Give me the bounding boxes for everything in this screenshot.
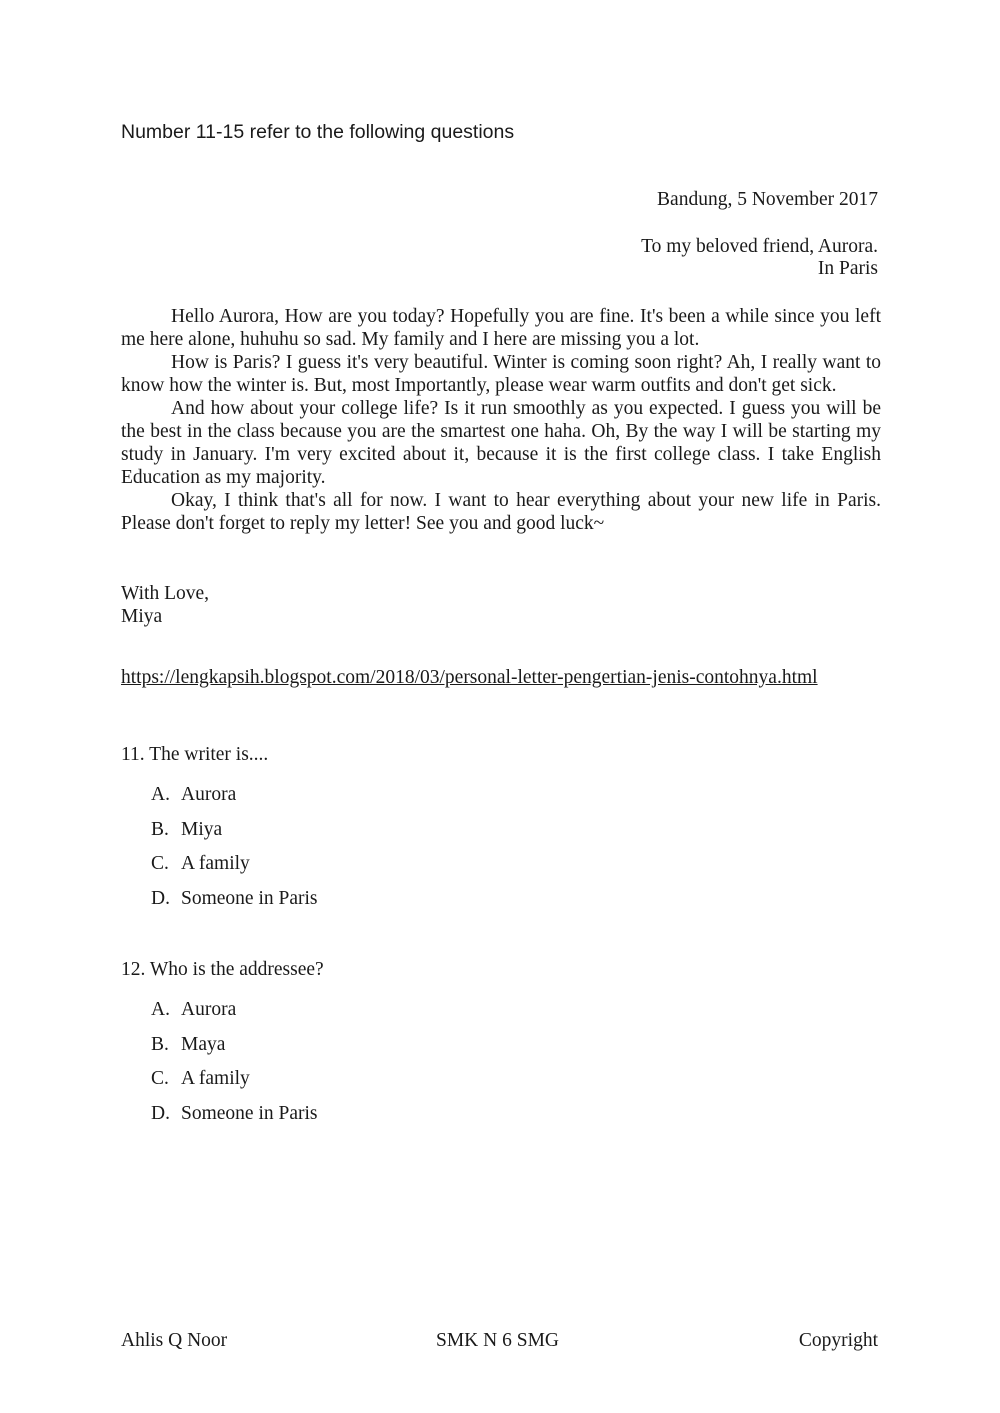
option-letter: C. <box>151 853 169 875</box>
letter-recipient-location: In Paris <box>817 258 878 279</box>
letter-recipient: To my beloved friend, Aurora. <box>641 236 878 257</box>
answer-option[interactable] <box>151 1034 551 1069</box>
question-12 <box>121 959 324 1125</box>
answer-option[interactable] <box>151 888 551 923</box>
option-text: A family <box>181 1068 250 1090</box>
option-text: Aurora <box>181 784 237 805</box>
option-text: Miya <box>181 818 223 840</box>
answer-option[interactable] <box>151 819 551 854</box>
question-text: 12. Who is the addressee? <box>121 959 324 980</box>
footer-author: Ahlis Q Noor <box>121 1330 228 1351</box>
letter-signature: Miya <box>121 606 163 627</box>
option-letter: B. <box>151 1033 169 1055</box>
question-text: 11. The writer is.... <box>121 744 269 765</box>
option-text: Someone in Paris <box>181 1103 318 1125</box>
option-letter: C. <box>151 1068 169 1090</box>
letter-paragraph: How is Paris? I guess it's very beautiful. Winter is coming soon right? Ah, I really want to know how the winter is. But, most Importantly, please wear warm outfits and don't get sick. <box>121 352 881 396</box>
letter-closing-block <box>121 582 209 628</box>
letter-paragraph: Okay, I think that's all for now. I want to hear everything about your new life in Paris. Please don't forget to reply my letter! See you and good luck~ <box>121 490 881 534</box>
option-text: Aurora <box>181 999 237 1020</box>
page-footer <box>121 1330 878 1354</box>
option-letter: B. <box>151 818 169 840</box>
answer-options <box>151 784 551 923</box>
option-letter: A. <box>151 999 170 1020</box>
footer-copyright: Copyright <box>798 1330 878 1351</box>
footer-school: SMK N 6 SMG <box>436 1330 559 1351</box>
letter-closing: With Love, <box>121 583 210 604</box>
letter-paragraph: Hello Aurora, How are you today? Hopefully you are fine. It's been a while since you left me here alone, huhuhu so sad. My family and I here are missing you a lot. <box>121 306 881 350</box>
source-link[interactable]: https://lengkapsih.blogspot.com/2018/03/personal-letter-pengertian-jenis-contohnya.html <box>121 667 818 688</box>
question-11 <box>121 744 318 910</box>
instruction-heading: Number 11-15 refer to the following questions <box>121 121 515 143</box>
option-text: Someone in Paris <box>181 888 318 910</box>
option-letter: A. <box>151 784 170 805</box>
option-letter: D. <box>151 1103 170 1125</box>
answer-option[interactable] <box>151 784 551 819</box>
letter-paragraph: And how about your college life? Is it run smoothly as you expected. I guess you will be the best in the class because you are the smartest one haha. Oh, By the way I will be starting my study in January. I'm very excited about it, because it is the first college class. I take English Education as my majority. <box>121 398 881 488</box>
option-text: A family <box>181 853 250 875</box>
option-text: Maya <box>181 1033 226 1055</box>
option-letter: D. <box>151 888 170 910</box>
answer-options <box>151 999 551 1138</box>
letter-date: Bandung, 5 November 2017 <box>657 189 878 210</box>
answer-option[interactable] <box>151 853 551 888</box>
letter-body <box>121 305 881 535</box>
answer-option[interactable] <box>151 999 551 1034</box>
answer-option[interactable] <box>151 1103 551 1138</box>
answer-option[interactable] <box>151 1068 551 1103</box>
